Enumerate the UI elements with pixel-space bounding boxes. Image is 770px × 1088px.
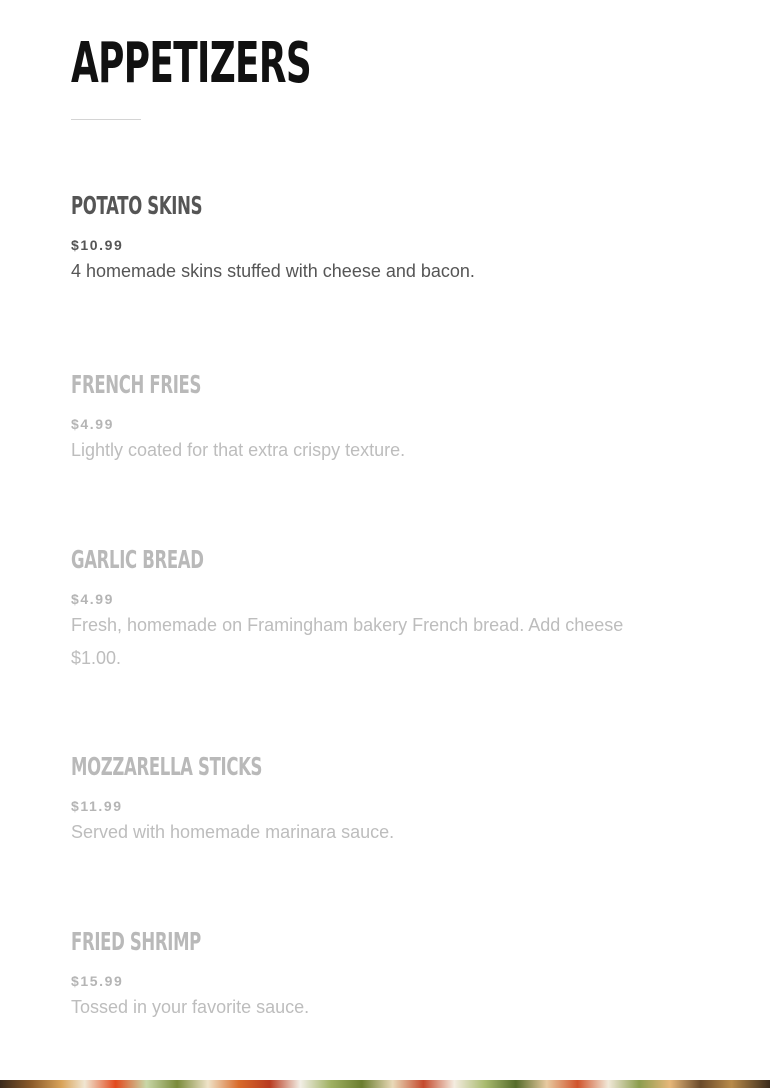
menu-item-french-fries xyxy=(71,370,701,460)
menu-item-price: $10.99 xyxy=(71,237,124,253)
menu-item-mozzarella-sticks xyxy=(71,752,701,842)
menu-item-garlic-bread xyxy=(71,545,701,668)
menu-item-description: Tossed in your favorite sauce. xyxy=(71,997,310,1017)
menu-item-description: Served with homemade marinara sauce. xyxy=(71,822,395,842)
food-photo-strip xyxy=(0,1080,770,1088)
menu-item-name: FRIED SHRIMP xyxy=(71,927,201,956)
menu-item-name: MOZZARELLA STICKS xyxy=(71,752,263,781)
menu-item-price: $4.99 xyxy=(71,591,115,607)
menu-item-description: Lightly coated for that extra crispy texture. xyxy=(71,440,406,460)
menu-item-name: FRENCH FRIES xyxy=(71,370,202,399)
menu-item-potato-skins xyxy=(71,191,701,281)
menu-item-name: POTATO SKINS xyxy=(71,191,203,220)
menu-item-name: GARLIC BREAD xyxy=(71,545,204,574)
menu-item-price: $11.99 xyxy=(71,798,123,814)
menu-item-price: $4.99 xyxy=(71,416,115,432)
menu-item-description: 4 homemade skins stuffed with cheese and bacon. xyxy=(71,261,475,281)
title-divider xyxy=(71,119,141,120)
section-title: APPETIZERS xyxy=(71,31,312,96)
menu-item-description: Fresh, homemade on Framingham bakery French bread. Add cheese $1.00. xyxy=(71,615,624,668)
menu-item-price: $15.99 xyxy=(71,973,124,989)
menu-item-fried-shrimp xyxy=(71,927,701,1017)
